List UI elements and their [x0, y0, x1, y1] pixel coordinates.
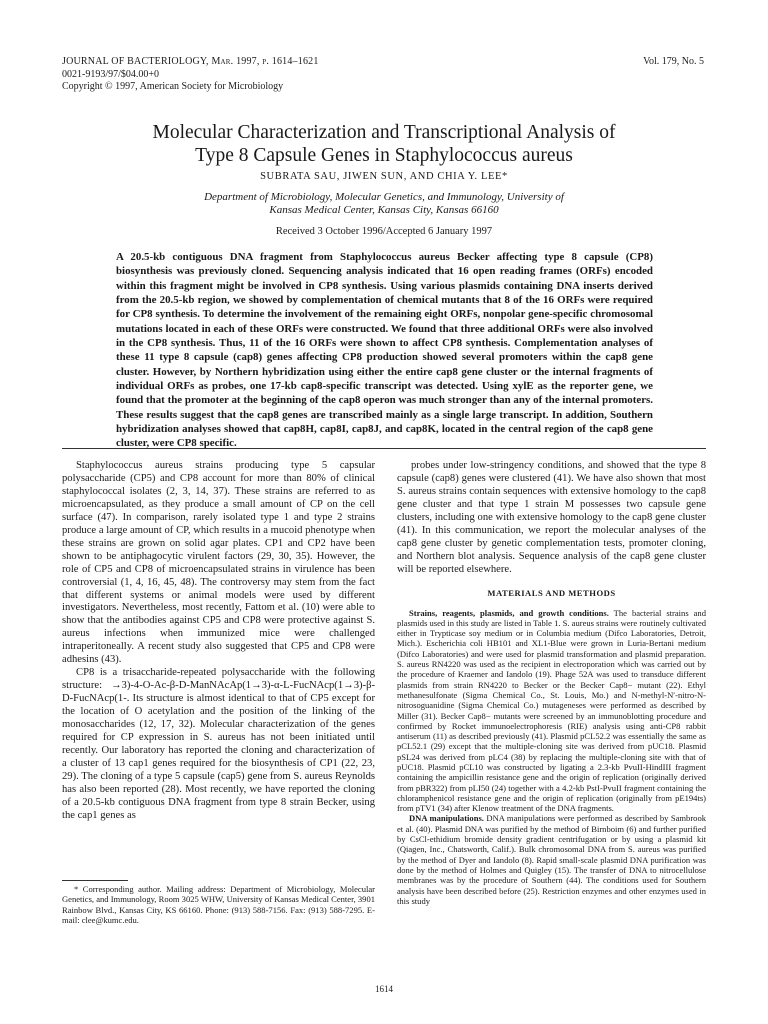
- left-column: [62, 460, 375, 823]
- strains-text: The bacterial strains and plasmids used in this study are listed in Table 1. S. aureus strains were routinely cultivated either in Trypticase soy medium or in Columbia medium (Difco Laboratories, Detroit, Mich.). Escherichia coli HB101 and XL1-Blue were grown in Luria-Bertani medium (Difco Laboratories) and were used for plasmid transformation and plasmid preparation. S. aureus RN4220 was used as the recipient in electroporation which was carried out by the procedure of Kraemer and Iandolo (19). Phage 52A was used to transduce different plasmids from strain RN4220 to Becker or the Becker Cap8− mutant (22). Ethyl methanesulfonate (Sigma Chemical Co., St. Louis, Mo.) and N-methyl-N′-nitro-N-nitrosoguanidine (Sigma Chemical Co.) mutageneses were performed as described by Miller (31). Becker Cap8− mutants were screened by an immunoblotting procedure and confirmed by Rocket immunoelectrophoresis (RIE) analysis using anti-CP8 rabbit antiserum (11) as described previously (41). Plasmid pCL52.2 was essentially the same as pCL52.1 (29) except that the multiple-cloning site was derived from pUC18. Plasmid pSL24 was derived from pLC4 (38) by replacing the multiple-cloning site with that of pUC18. Plasmid pCL10 was constructed by ligating a 2.3-kb PvuII-HindIII fragment containing the ampicillin resistance gene and the origin of replication (originally derived from pBR322) from pLI50 (24) together with a 4.2-kb PstI-PvuII fragment containing the chloramphenicol resistance gene and the origin of replication (originally from pE194ts) from pTV1 (34) after Klenow treatment of the DNA fragments.: [397, 607, 707, 814]
- methods-paragraph-strains: [397, 608, 706, 814]
- methods-paragraph-dna: [397, 813, 706, 906]
- intro-paragraph-3: probes under low-stringency conditions, and showed that the type 8 capsule (cap8) genes were clustered (41). We have also shown that most S. aureus strains contain sequences with extensive homology to the cap8 gene cluster and that type 1 strain M possesses two capsule gene clusters, including one with extensive homology to the cap8 gene cluster (41). In this communication, we report the molecular analyses of the cap8 gene cluster by genetic complementation tests, promoter cloning, and Northern blot analysis. Sequence analysis of the cap8 gene cluster will be reported elsewhere.: [397, 460, 706, 575]
- strains-run-in-heading: Strains, reagents, plasmids, and growth conditions.: [409, 607, 609, 618]
- dna-run-in-heading: DNA manipulations.: [409, 813, 484, 824]
- right-column: [397, 460, 706, 906]
- copyright-line: Copyright © 1997, American Society for Microbiology: [62, 81, 284, 92]
- intro-paragraph-2: CP8 is a trisaccharide-repeated polysaccharide with the following structure: →3)-4-O-Ac-β-D-ManNAcAp(1→3)-α-L-FucNAcp(1→3)-β-D-FucNAcp(1-. Its structure is almost identical to that of CP5 except for the location of O acetylation and the position of the linking of the monosaccharides (12, 17, 32). Molecular characterization of the genes required for CP expression in S. aureus has not been initiated until recently. Our laboratory has reported the cloning and characterization of a cluster of 13 cap1 genes required for the biosynthesis of CP1 (22, 23, 29). The cloning of a type 5 capsule (cap5) gene from S. aureus Reynolds has also been reported (28). Most recently, we have reported the cloning of a 20.5-kb contiguous DNA fragment from type 8 strain Becker, using the cap1 genes as: [62, 667, 375, 821]
- article-title-line-1: Molecular Characterization and Transcriptional Analysis of: [152, 122, 616, 143]
- intro-paragraph-1: Staphylococcus aureus strains producing type 5 capsular polysaccharide (CP5) and CP8 account for more than 80% of clinical staphylococcal isolates (2, 3, 14, 37). These strains are referred to as microencapsulated, as they produce a small amount of CP on the cell surface (47). In comparison, rarely isolated type 1 and type 2 strains produce a large amount of CP, which results in a mucoid phenotype when these strains are grown on solid agar plates. CP1 and CP2 have been shown to be antiphagocytic virulent factors (29, 30, 35). However, the role of CP5 and CP8 of microencapsulated strains in virulence has been controversial (1, 4, 16, 45, 48). The controversy may stem from the fact that different systems or animal models were used by different investigators. Nevertheless, most recently, Fattom et al. (10) were able to show that the antibodies against CP5 and CP8 were protective against S. aureus infections when immunized mice were challenged intraperitoneally. A recent study also suggested that CP5 and CP8 were adhesins (43).: [62, 460, 375, 666]
- article-title-line-2: Type 8 Capsule Genes in Staphylococcus aureus: [195, 145, 573, 166]
- affiliation: [70, 191, 698, 217]
- received-accepted-dates: Received 3 October 1996/Accepted 6 January 1997: [275, 226, 493, 237]
- dna-text: DNA manipulations were performed as described by Sambrook et al. (40). Plasmid DNA was purified by the method of Birnboim (6) and further purified by CsCl-ethidium bromide density gradient centrifugation or by using a plasmid kit (Qiagen, Inc., Chatsworth, Calif.). Bulk chromosomal DNA from S. aureus was purified by the method of Dyer and Iandolo (8). Rapid small-scale plasmid DNA purification was done by the method of Holmes and Quigley (15). The transfer of DNA to nitrocellulose membranes was by the procedure of Southern (44). The conditions used for Southern analysis have been described before (25). Restriction enzymes and other enzymes used in this study: [397, 813, 706, 906]
- footnote-divider: [62, 880, 128, 881]
- corresponding-author-footnote: * Corresponding author. Mailing address: Department of Microbiology, Molecular Genetics, and Immunology, Room 3025 WHW, University of Kansas Medical Center, 3901 Rainbow Blvd., Kansas City, KS 66160. Phone: (913) 588-7156. Fax: (913) 588-7295. E-mail: clee@kumc.edu.: [62, 884, 375, 925]
- abstract-divider: [62, 448, 706, 449]
- section-heading-materials-methods: MATERIALS AND METHODS: [487, 587, 616, 598]
- article-title: [70, 121, 698, 167]
- journal-citation: JOURNAL OF BACTERIOLOGY, Mar. 1997, p. 1614–1621: [62, 56, 319, 67]
- methods-text: [397, 608, 706, 907]
- page-number: 1614: [375, 984, 393, 994]
- abstract: A 20.5-kb contiguous DNA fragment from Staphylococcus aureus Becker affecting type 8 capsule (CP8) biosynthesis was previously cloned. Sequencing analysis indicated that 16 open reading frames (ORFs) encoded within this fragment might be involved in CP8 synthesis. Using various plasmids containing DNA inserts derived from the 20.5-kb region, we showed by complementation of chemical mutants that 8 of the 16 ORFs were required for CP8 synthesis. To determine the involvement of the remaining eight ORFs, nonpolar gene-specific chromosomal mutations located in each of these ORFs were constructed. We found that three additional ORFs were also involved in the CP8 synthesis. Thus, 11 of the 16 ORFs were shown to affect CP8 synthesis. Complementation analyses of these 11 type 8 capsule (cap8) genes affecting CP8 production showed several promoters within the cap8 gene cluster. However, by Northern hybridization using either the entire cap8 gene cluster or the internal fragments of individual ORFs as probes, one 17-kb cap8-specific transcript was detected. Using xylE as the reporter gene, we found that the promoter at the beginning of the cap8 operon was much stronger than any of the internal promoters. These results suggest that the cap8 genes are transcribed mainly as a single large transcript. In addition, Southern hybridization analyses showed that cap8H, cap8I, cap8J, and cap8K, located in the central region of the cap8 gene cluster, were CP8 specific.: [116, 251, 653, 450]
- running-header-left: [62, 56, 319, 94]
- author-list: SUBRATA SAU, JIWEN SUN, AND CHIA Y. LEE*: [260, 171, 508, 182]
- affiliation-line-2: Kansas Medical Center, Kansas City, Kansas 66160: [269, 204, 499, 216]
- issn-line: 0021-9193/97/$04.00+0: [62, 68, 160, 80]
- affiliation-line-1: Department of Microbiology, Molecular Genetics, and Immunology, University of: [204, 191, 564, 203]
- volume-issue: Vol. 179, No. 5: [643, 56, 704, 67]
